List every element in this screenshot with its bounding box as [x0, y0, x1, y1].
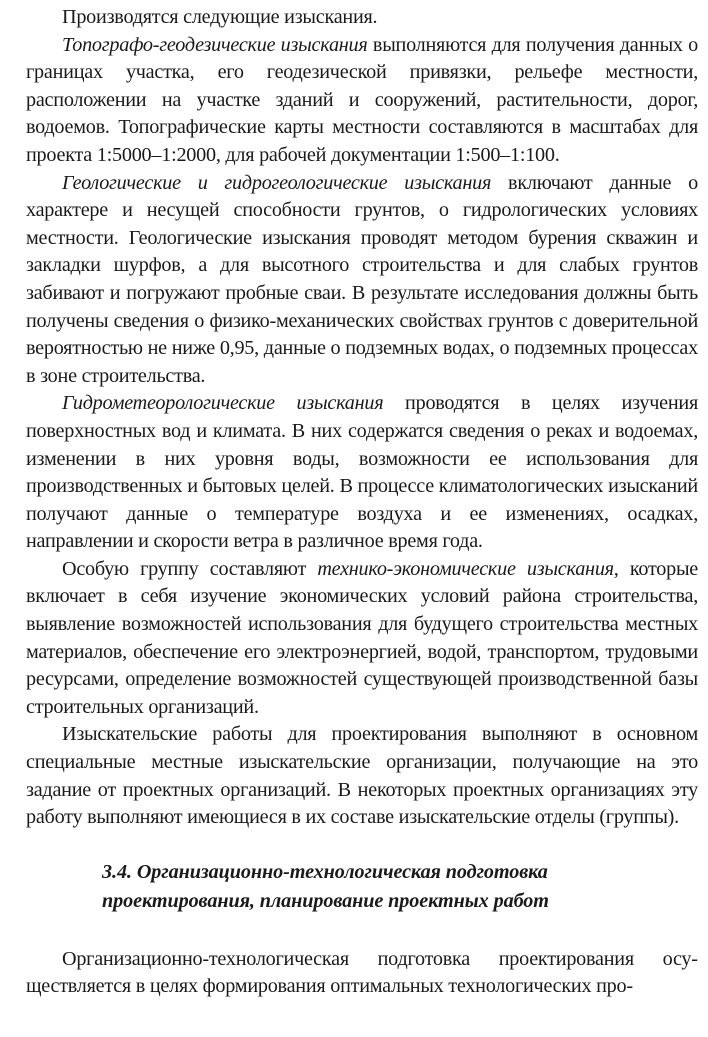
paragraph-hydrometeorological-text: проводятся в целях изучения поверхностных вод и климата. В них содержатся сведения о реках и водоемах, изменении в них уровня воды, возможности ее использования для производственных и бытовых целей. В процессе климатологических изысканий получают данные о температуре воздуха и ее изменениях, осадках, направлении и скорости ветра в различное время года. [26, 392, 698, 553]
paragraph-geological-text: включают данные о характере и несущей способности грунтов, о гидрологических условиях местности. Геологические изыскания проводят методом бурения скважин и закладки шурфов, а для высотного строительства и для слабых грунтов забивают и погружают пробные сваи. В результате исследования должны быть получены сведения о физико-механических свойствах грунтов с доверительной вероятностью не ниже 0,95, данные о подземных водах, о подземных процессах в зоне строительства. [26, 171, 698, 387]
term-hydrometeorological: Гидрометеорологические изыскания [62, 392, 384, 415]
paragraph-hydrometeorological [26, 390, 698, 556]
intro-paragraph: Производятся следующие изыскания. [62, 6, 378, 28]
section-heading-line-2: проектирования, планирование проектных работ [102, 889, 549, 912]
paragraph-topographic-text: выполняются для получения данных о границах участка, его геодезической привязки, рельефе местности, расположении на участке зданий и сооружений, растительности, дорог, водоемов. Топографические карты местности составляются в масштабах для проекта 1:5000–1:2000, для рабочей документации 1:500–1:100. [26, 33, 699, 166]
term-geological: Геологические и гидрогеологические изыскания [62, 171, 492, 194]
paragraph-economic [26, 556, 698, 722]
section-heading [26, 858, 698, 916]
paragraph-organizations: Изыскательские работы для проектирования выполняют в основном специальные местные изыскательские организации, получающие на это задание от проектных организаций. В некоторых проектных организациях эту работу выполняют имеющиеся в их составе изыскательские отделы (группы). [26, 723, 698, 829]
paragraph-topographic [26, 32, 698, 170]
paragraph-economic-text: которые включает в себя изучение экономических условий района строительства, выявление возможностей использования для будущего строительства местных материалов, обеспечение его электроэнергией, водой, транспортом, трудовыми ресурсами, определение возможностей существующей производственной базы строительных организаций. [26, 557, 698, 718]
paragraph-geological [26, 170, 698, 391]
section-heading-line-1: 3.4. Организационно-технологическая подготовка [102, 860, 548, 883]
paragraph-preparation: Организационно-технологическая подготовка проектирования осуществляется в целях формирования оптимальных технологических про- [26, 947, 698, 998]
term-economic: технико-экономические изыскания, [317, 557, 619, 580]
paragraph-economic-lead: Особую группу составляют [62, 557, 318, 580]
term-topographic: Топографо-геодезические изыскания [62, 33, 368, 56]
